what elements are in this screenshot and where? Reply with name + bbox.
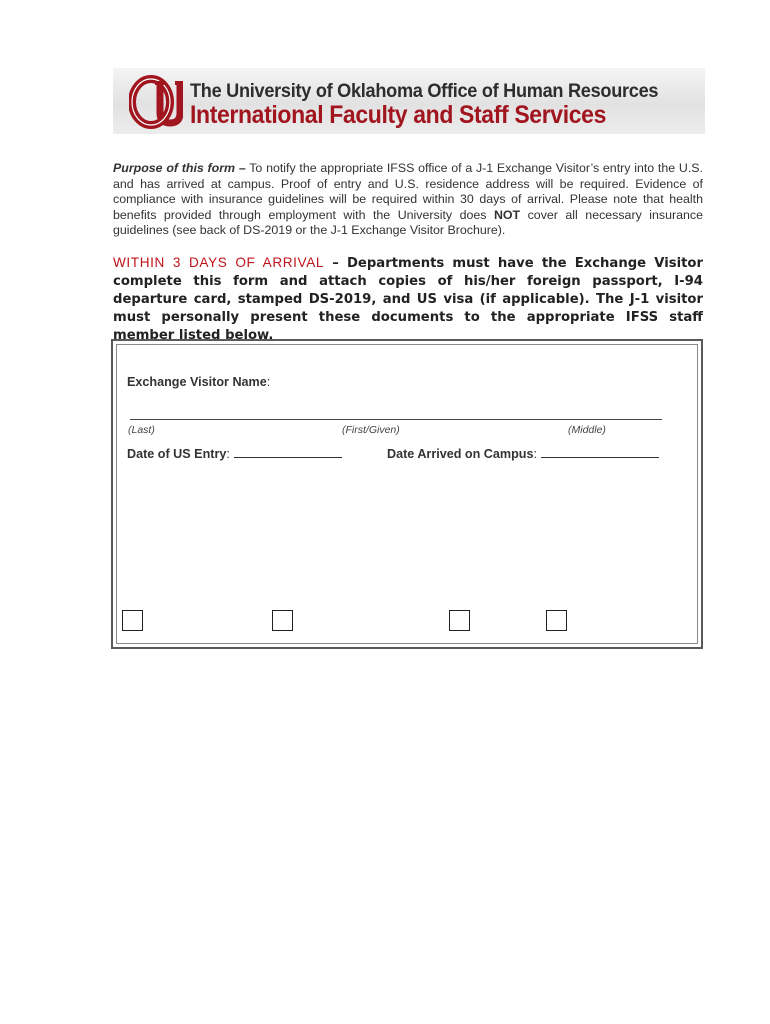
checkbox-4[interactable]	[546, 610, 567, 631]
campus-arrival-date-label: Date Arrived on Campus:	[387, 446, 659, 461]
campus-arrival-date-field[interactable]	[541, 446, 659, 458]
header-subtitle: International Faculty and Staff Services	[190, 101, 607, 129]
checkbox-3[interactable]	[449, 610, 470, 631]
instructions-text: – Departments must have the Exchange Visitor complete this form and attach copies of his/her foreign passport, I-94 departure card, stamped DS-2019, and US visa (if applicable). The J-1 visitor must personally present these documents to the appropriate IFSS staff member listed below.	[113, 256, 703, 343]
purpose-not: NOT	[493, 207, 521, 222]
first-name-caption: (First/Given)	[342, 424, 400, 436]
form-box-inner	[116, 344, 698, 644]
visitor-name-field[interactable]	[130, 419, 662, 420]
purpose-lead: Purpose of this form –	[113, 161, 246, 175]
within-3-days-label: WITHIN 3 DAYS OF ARRIVAL	[113, 255, 325, 270]
header-banner	[113, 68, 705, 134]
us-entry-date-field[interactable]	[234, 446, 342, 458]
instructions-paragraph	[113, 254, 703, 345]
middle-name-caption: (Middle)	[568, 424, 606, 436]
purpose-text: To notify the appropriate IFSS office of a J-1 Exchange Visitor’s entry into the U.S. and has arrived at campus. Proof of entry and U.S. residence address will be required. Evidence of compliance with insurance guidelines will be required within 30 days of arrival. Please note that health benefits provided through employment with the University does	[113, 161, 703, 222]
header-title: The University of Oklahoma Office of Human Resources	[190, 80, 659, 102]
purpose-paragraph	[113, 161, 703, 239]
us-entry-date-label: Date of US Entry:	[127, 446, 342, 461]
purpose-text-end: cover all necessary insurance guidelines (see back of DS-2019 or the J-1 Exchange Visitor Brochure).	[113, 207, 703, 238]
last-name-caption: (Last)	[128, 424, 155, 436]
checkbox-2[interactable]	[272, 610, 293, 631]
checkbox-1[interactable]	[122, 610, 143, 631]
ou-logo	[129, 75, 183, 129]
form-box	[111, 339, 703, 649]
visitor-name-label: Exchange Visitor Name:	[127, 375, 271, 389]
